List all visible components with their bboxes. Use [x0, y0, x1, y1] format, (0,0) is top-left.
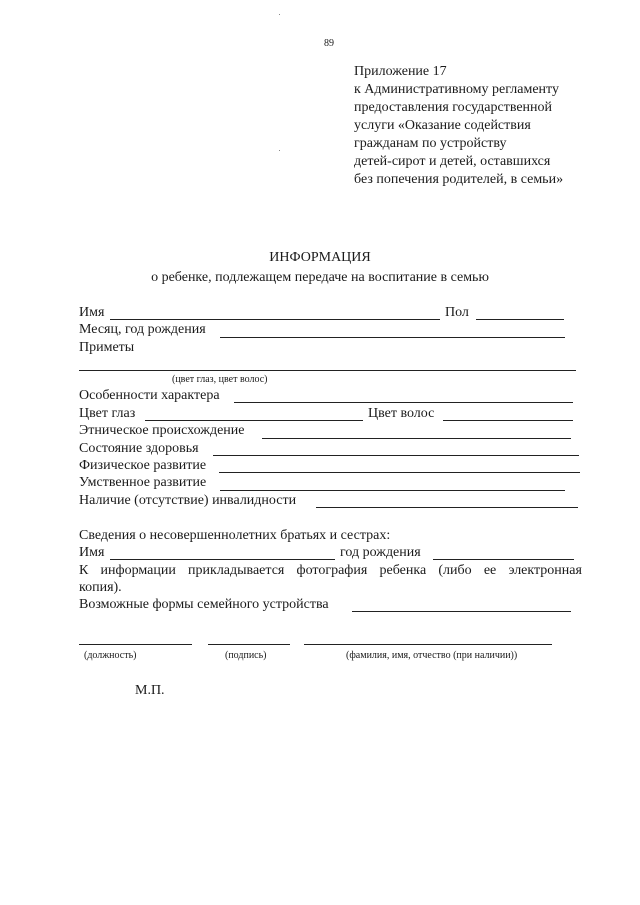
birth-field[interactable] — [220, 337, 565, 338]
sex-label: Пол — [445, 305, 469, 320]
photo-note-word: электронная — [508, 563, 582, 578]
mental-field[interactable] — [220, 490, 565, 491]
position-caption: (должность) — [84, 650, 137, 661]
eye-color-label: Цвет глаз — [79, 406, 136, 421]
ethnic-label: Этническое происхождение — [79, 423, 245, 438]
photo-note-word: ребенка — [379, 563, 427, 578]
appendix-line: к Административному регламенту — [354, 82, 559, 97]
appendix-line: услуги «Оказание содействия — [354, 118, 531, 133]
features-field[interactable] — [79, 370, 576, 371]
sibling-name-field[interactable] — [110, 559, 335, 560]
appendix-line: детей-сирот и детей, оставшихся — [354, 154, 551, 169]
character-label: Особенности характера — [79, 388, 220, 403]
hair-color-field[interactable] — [443, 420, 573, 421]
fullname-caption: (фамилия, имя, отчество (при наличии)) — [346, 650, 518, 661]
features-hint: (цвет глаз, цвет волос) — [172, 374, 268, 385]
birth-label: Месяц, год рождения — [79, 322, 206, 337]
photo-note-line1 — [79, 563, 582, 579]
sibling-birth-field[interactable] — [433, 559, 574, 560]
stamp-place: М.П. — [135, 683, 165, 698]
appendix-line: Приложение 17 — [354, 64, 447, 79]
sibling-birth-label: год рождения — [340, 545, 421, 560]
physical-label: Физическое развитие — [79, 458, 207, 473]
photo-note-word: ее — [483, 563, 497, 578]
photo-note-line2: копия). — [79, 580, 122, 595]
features-label: Приметы — [79, 340, 135, 355]
photo-note-word: фотография — [296, 563, 368, 578]
sex-field[interactable] — [476, 319, 564, 320]
ethnic-field[interactable] — [262, 438, 571, 439]
family-forms-label: Возможные формы семейного устройства — [79, 597, 329, 612]
position-field[interactable] — [79, 644, 192, 645]
signature-field[interactable] — [208, 644, 290, 645]
mental-label: Умственное развитие — [79, 475, 207, 490]
document-subtitle: о ребенке, подлежащем передаче на воспитание в семью — [151, 270, 489, 285]
appendix-line: предоставления государственной — [354, 100, 553, 115]
appendix-line: гражданам по устройству — [354, 136, 507, 151]
page-number: 89 — [324, 38, 334, 49]
photo-note-word: (либо — [438, 563, 472, 578]
fullname-field[interactable] — [304, 644, 552, 645]
siblings-header: Сведения о несовершеннолетних братьях и сестрах: — [79, 528, 391, 543]
photo-note-word: прикладывается — [188, 563, 285, 578]
scan-speck — [279, 150, 280, 151]
eye-color-field[interactable] — [145, 420, 363, 421]
name-label: Имя — [79, 305, 105, 320]
name-field[interactable] — [110, 319, 440, 320]
family-forms-field[interactable] — [352, 611, 571, 612]
disability-field[interactable] — [316, 507, 578, 508]
signature-caption: (подпись) — [225, 650, 267, 661]
appendix-line: без попечения родителей, в семьи» — [354, 172, 564, 187]
hair-color-label: Цвет волос — [368, 406, 435, 421]
health-field[interactable] — [213, 455, 579, 456]
document-title: ИНФОРМАЦИЯ — [269, 250, 371, 265]
photo-note-word: К — [79, 563, 89, 578]
character-field[interactable] — [234, 402, 573, 403]
disability-label: Наличие (отсутствие) инвалидности — [79, 493, 297, 508]
scan-speck — [279, 14, 280, 15]
physical-field[interactable] — [219, 472, 580, 473]
health-label: Состояние здоровья — [79, 441, 199, 456]
photo-note-word: информации — [100, 563, 176, 578]
sibling-name-label: Имя — [79, 545, 105, 560]
